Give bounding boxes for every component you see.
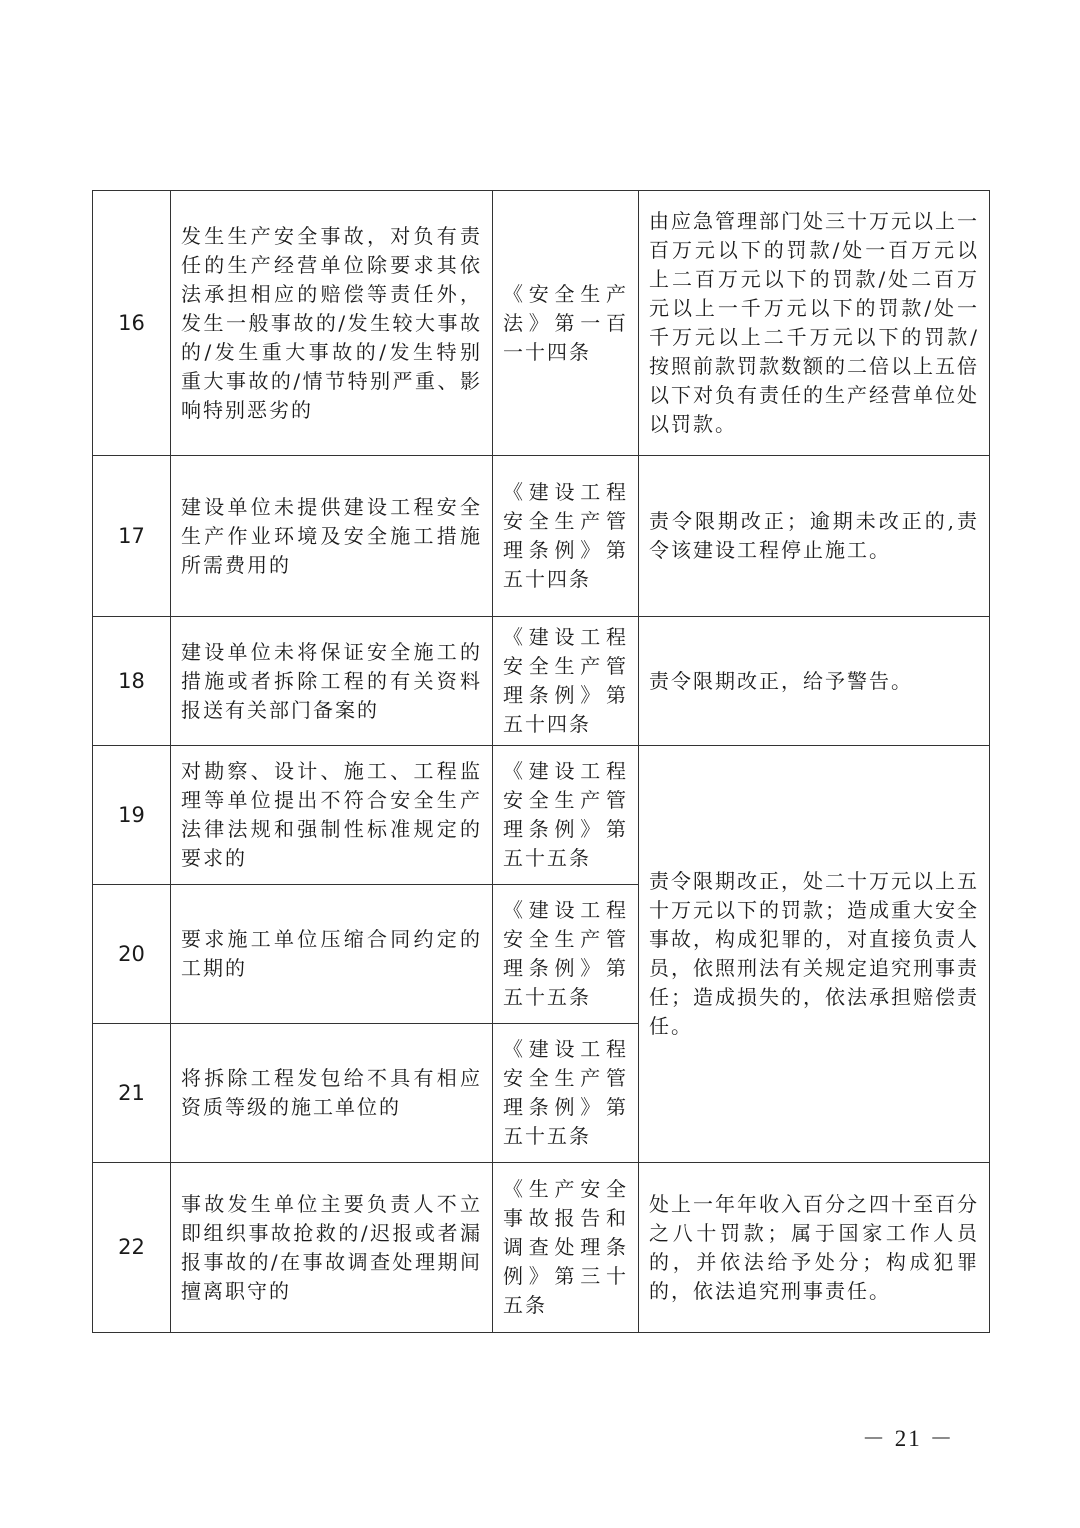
violation-cell: 将拆除工程发包给不具有相应资质等级的施工单位的 xyxy=(171,1024,493,1163)
violation-cell: 要求施工单位压缩合同约定的工期的 xyxy=(171,885,493,1024)
violation-cell: 对勘察、设计、施工、工程监理等单位提出不符合安全生产法律法规和强制性标准规定的要求的 xyxy=(171,746,493,885)
penalty-cell: 由应急管理部门处三十万元以上一百万元以下的罚款/处一百万元以上二百万元以下的罚款/处二百万元以上一千万元以下的罚款/处一千万元以上二千万元以下的罚款/按照前款罚款数额的二倍以上五倍以下对负有责任的生产经营单位处以罚款。 xyxy=(639,191,990,456)
penalty-cell: 责令限期改正；逾期未改正的,责令该建设工程停止施工。 xyxy=(639,456,990,617)
legal-basis-cell: 《生产安全事故报告和调查处理条例》第三十五条 xyxy=(493,1163,639,1333)
table-row xyxy=(93,746,990,885)
page-number: － 21 － xyxy=(862,1426,955,1451)
row-number: 18 xyxy=(93,617,171,746)
row-number: 19 xyxy=(93,746,171,885)
legal-basis-cell: 《建设工程安全生产管理条例》第五十五条 xyxy=(493,746,639,885)
legal-basis-cell: 《建设工程安全生产管理条例》第五十四条 xyxy=(493,456,639,617)
legal-basis-cell: 《建设工程安全生产管理条例》第五十五条 xyxy=(493,1024,639,1163)
violation-cell: 建设单位未将保证安全施工的措施或者拆除工程的有关资料报送有关部门备案的 xyxy=(171,617,493,746)
table-row xyxy=(93,191,990,456)
violation-cell: 事故发生单位主要负责人不立即组织事故抢救的/迟报或者漏报事故的/在事故调查处理期间擅离职守的 xyxy=(171,1163,493,1333)
row-number: 20 xyxy=(93,885,171,1024)
legal-basis-cell: 《建设工程安全生产管理条例》第五十五条 xyxy=(493,885,639,1024)
legal-basis-cell: 《安全生产法》第一百一十四条 xyxy=(493,191,639,456)
table-row xyxy=(93,617,990,746)
penalty-cell: 责令限期改正，给予警告。 xyxy=(639,617,990,746)
row-number: 16 xyxy=(93,191,171,456)
row-number: 22 xyxy=(93,1163,171,1333)
penalty-cell: 处上一年年收入百分之四十至百分之八十罚款；属于国家工作人员的，并依法给予处分；构成犯罪的，依法追究刑事责任。 xyxy=(639,1163,990,1333)
penalty-table xyxy=(92,190,990,1333)
row-number: 17 xyxy=(93,456,171,617)
row-number: 21 xyxy=(93,1024,171,1163)
penalty-cell: 责令限期改正，处二十万元以上五十万元以下的罚款；造成重大安全事故，构成犯罪的，对直接负责人员，依照刑法有关规定追究刑事责任；造成损失的，依法承担赔偿责任。 xyxy=(639,746,990,1163)
violation-cell: 建设单位未提供建设工程安全生产作业环境及安全施工措施所需费用的 xyxy=(171,456,493,617)
legal-basis-cell: 《建设工程安全生产管理条例》第五十四条 xyxy=(493,617,639,746)
table-row xyxy=(93,1163,990,1333)
violation-cell: 发生生产安全事故，对负有责任的生产经营单位除要求其依法承担相应的赔偿等责任外，发生一般事故的/发生较大事故的/发生重大事故的/发生特别重大事故的/情节特别严重、影响特别恶劣的 xyxy=(171,191,493,456)
table-row xyxy=(93,456,990,617)
